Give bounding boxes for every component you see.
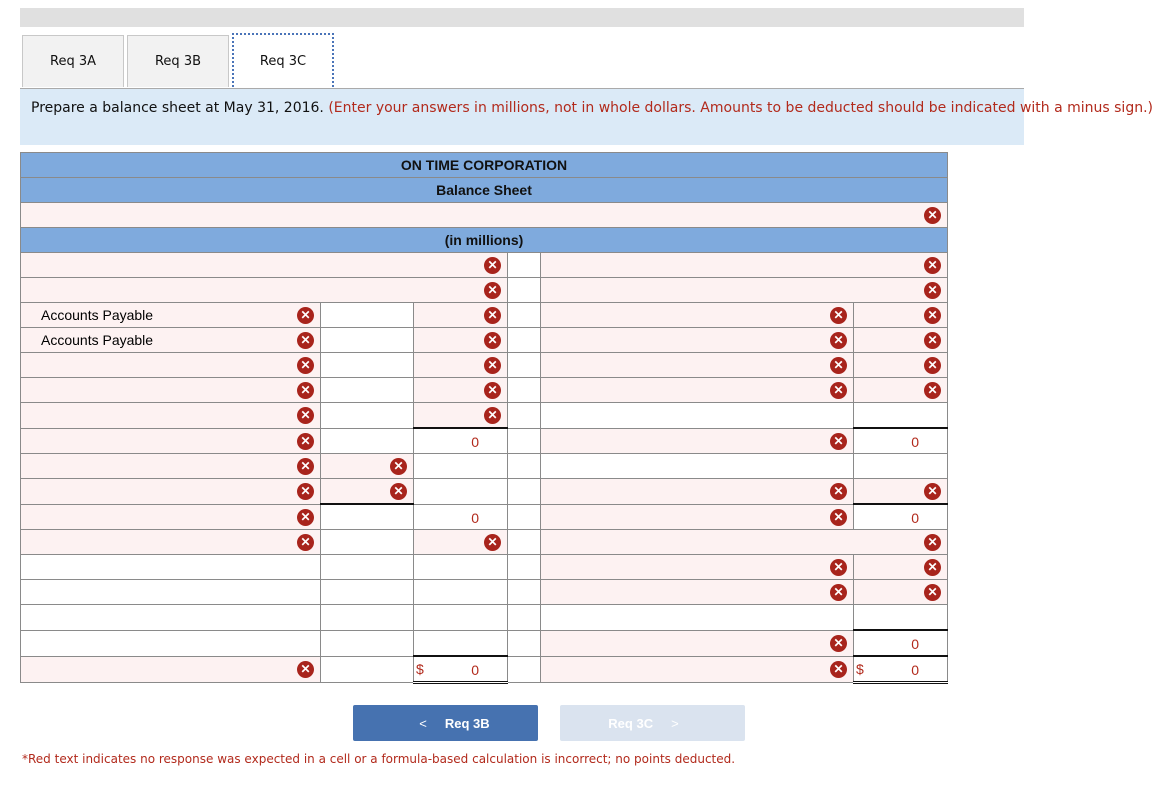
error-icon: ✕ bbox=[484, 357, 501, 374]
error-icon: ✕ bbox=[297, 382, 314, 399]
amount-cell[interactable] bbox=[321, 353, 414, 378]
account-cell[interactable] bbox=[21, 278, 508, 303]
amount-cell[interactable] bbox=[414, 630, 508, 656]
balance-sheet-table bbox=[20, 152, 948, 684]
table-row bbox=[21, 530, 948, 555]
amount-cell[interactable] bbox=[321, 378, 414, 403]
date-cell[interactable] bbox=[21, 203, 948, 228]
error-icon: ✕ bbox=[484, 257, 501, 274]
account-cell[interactable] bbox=[21, 253, 508, 278]
table-row bbox=[21, 580, 948, 605]
error-icon: ✕ bbox=[924, 307, 941, 324]
next-button bbox=[560, 705, 745, 741]
table-row bbox=[21, 656, 948, 683]
amount-cell[interactable] bbox=[414, 605, 508, 631]
table-row bbox=[21, 403, 948, 429]
table-row bbox=[21, 504, 948, 530]
amount-value: 0 bbox=[471, 662, 479, 678]
amount-cell[interactable] bbox=[321, 428, 414, 454]
account-cell[interactable] bbox=[21, 605, 321, 631]
spacer-cell bbox=[508, 378, 541, 403]
amount-cell[interactable] bbox=[414, 428, 508, 454]
error-icon: ✕ bbox=[924, 207, 941, 224]
amount-cell[interactable] bbox=[854, 454, 948, 479]
dollar-sign: $ bbox=[856, 661, 864, 677]
instructions bbox=[20, 88, 1153, 145]
statement-title: Balance Sheet bbox=[21, 178, 948, 203]
error-icon: ✕ bbox=[484, 407, 501, 424]
amount-cell[interactable] bbox=[854, 303, 948, 328]
table-row bbox=[21, 378, 948, 403]
table-row bbox=[21, 555, 948, 580]
account-cell[interactable] bbox=[21, 353, 321, 378]
amount-value: 0 bbox=[911, 510, 920, 526]
account-cell[interactable] bbox=[541, 555, 854, 580]
amount-cell[interactable] bbox=[414, 403, 508, 429]
amount-cell[interactable] bbox=[321, 454, 414, 479]
amount-cell[interactable] bbox=[854, 555, 948, 580]
table-row bbox=[21, 303, 948, 328]
dollar-sign: $ bbox=[416, 661, 424, 677]
error-icon: ✕ bbox=[484, 332, 501, 349]
error-icon: ✕ bbox=[484, 382, 501, 399]
amount-cell[interactable] bbox=[854, 479, 948, 505]
amount-cell[interactable] bbox=[414, 378, 508, 403]
table-row bbox=[21, 630, 948, 656]
error-icon: ✕ bbox=[924, 282, 941, 299]
error-icon: ✕ bbox=[830, 332, 847, 349]
account-cell[interactable] bbox=[21, 656, 321, 683]
amount-cell[interactable] bbox=[414, 530, 508, 555]
error-icon: ✕ bbox=[830, 382, 847, 399]
amount-cell[interactable] bbox=[414, 580, 508, 605]
error-icon: ✕ bbox=[924, 559, 941, 576]
amount-cell[interactable] bbox=[414, 656, 508, 683]
spacer-cell bbox=[508, 555, 541, 580]
account-label: Accounts Payable bbox=[41, 332, 154, 348]
amount-cell[interactable] bbox=[414, 504, 508, 530]
spacer-cell bbox=[508, 580, 541, 605]
account-cell[interactable] bbox=[541, 328, 854, 353]
error-icon: ✕ bbox=[924, 584, 941, 601]
table-row bbox=[21, 454, 948, 479]
error-icon: ✕ bbox=[390, 483, 407, 500]
account-cell[interactable] bbox=[541, 253, 948, 278]
amount-value: 0 bbox=[471, 434, 479, 450]
chevron-right-icon: > bbox=[671, 715, 679, 731]
account-cell[interactable] bbox=[541, 530, 948, 555]
amount-cell[interactable] bbox=[854, 605, 948, 631]
error-icon: ✕ bbox=[297, 407, 314, 424]
account-cell[interactable] bbox=[21, 479, 321, 505]
account-cell[interactable] bbox=[541, 403, 854, 429]
spacer-cell bbox=[508, 530, 541, 555]
amount-cell[interactable] bbox=[414, 303, 508, 328]
amount-cell[interactable] bbox=[414, 555, 508, 580]
amount-cell[interactable] bbox=[321, 656, 414, 683]
table-row bbox=[21, 253, 948, 278]
amount-value: 0 bbox=[911, 662, 920, 678]
account-cell[interactable] bbox=[541, 278, 948, 303]
amount-value: 0 bbox=[911, 636, 920, 652]
table-row bbox=[21, 278, 948, 303]
error-icon: ✕ bbox=[830, 559, 847, 576]
account-cell[interactable] bbox=[541, 479, 854, 505]
error-icon: ✕ bbox=[830, 433, 847, 450]
account-cell[interactable] bbox=[21, 580, 321, 605]
error-icon: ✕ bbox=[297, 483, 314, 500]
error-icon: ✕ bbox=[830, 483, 847, 500]
table-row bbox=[21, 328, 948, 353]
error-icon: ✕ bbox=[297, 534, 314, 551]
amount-cell[interactable] bbox=[321, 605, 414, 631]
amount-cell[interactable] bbox=[321, 504, 414, 530]
table-row bbox=[21, 479, 948, 505]
amount-cell[interactable] bbox=[414, 353, 508, 378]
error-icon: ✕ bbox=[924, 357, 941, 374]
error-icon: ✕ bbox=[830, 661, 847, 678]
chevron-left-icon: < bbox=[419, 715, 427, 731]
tab-req-3a[interactable]: Req 3A bbox=[22, 35, 124, 87]
account-cell[interactable] bbox=[21, 428, 321, 454]
spacer-cell bbox=[508, 479, 541, 505]
error-icon: ✕ bbox=[297, 357, 314, 374]
account-cell[interactable] bbox=[541, 454, 854, 479]
spacer-cell bbox=[508, 403, 541, 429]
account-cell[interactable] bbox=[541, 605, 854, 631]
amount-cell[interactable] bbox=[854, 353, 948, 378]
account-cell[interactable] bbox=[21, 303, 321, 328]
error-icon: ✕ bbox=[297, 509, 314, 526]
error-icon: ✕ bbox=[924, 382, 941, 399]
account-cell[interactable] bbox=[541, 428, 854, 454]
account-cell[interactable] bbox=[541, 378, 854, 403]
account-cell[interactable] bbox=[541, 630, 854, 656]
error-icon: ✕ bbox=[297, 307, 314, 324]
tab-req-3c[interactable]: Req 3C bbox=[232, 33, 334, 87]
amount-cell[interactable] bbox=[854, 580, 948, 605]
account-cell[interactable] bbox=[21, 555, 321, 580]
amount-cell[interactable] bbox=[854, 428, 948, 454]
error-icon: ✕ bbox=[830, 307, 847, 324]
table-row bbox=[21, 605, 948, 631]
account-cell[interactable] bbox=[21, 630, 321, 656]
prev-label: Req 3B bbox=[444, 715, 490, 731]
amount-cell[interactable] bbox=[414, 454, 508, 479]
error-icon: ✕ bbox=[830, 635, 847, 652]
account-cell[interactable] bbox=[541, 353, 854, 378]
error-icon: ✕ bbox=[830, 509, 847, 526]
error-icon: ✕ bbox=[924, 332, 941, 349]
amount-cell[interactable] bbox=[321, 555, 414, 580]
amount-cell[interactable] bbox=[854, 378, 948, 403]
amount-cell[interactable] bbox=[321, 403, 414, 429]
error-icon: ✕ bbox=[484, 282, 501, 299]
amount-cell[interactable] bbox=[414, 328, 508, 353]
amount-cell[interactable] bbox=[321, 630, 414, 656]
tab-bar bbox=[22, 35, 337, 87]
amount-value: 0 bbox=[471, 509, 479, 526]
amount-cell[interactable] bbox=[854, 504, 948, 530]
footnote: *Red text indicates no response was expected in a cell or a formula-based calculation is incorrect; no points deducted. bbox=[22, 752, 736, 766]
account-cell[interactable] bbox=[541, 580, 854, 605]
error-icon: ✕ bbox=[297, 458, 314, 475]
account-cell[interactable] bbox=[21, 530, 321, 555]
error-icon: ✕ bbox=[297, 332, 314, 349]
spacer-cell bbox=[508, 605, 541, 631]
top-bar bbox=[20, 8, 1024, 27]
account-cell[interactable] bbox=[541, 656, 854, 683]
error-icon: ✕ bbox=[297, 433, 314, 450]
error-icon: ✕ bbox=[484, 534, 501, 551]
spacer-cell bbox=[508, 630, 541, 656]
error-icon: ✕ bbox=[390, 458, 407, 475]
spacer-cell bbox=[508, 428, 541, 454]
spacer-cell bbox=[508, 504, 541, 530]
error-icon: ✕ bbox=[924, 483, 941, 500]
account-label: Accounts Payable bbox=[41, 307, 154, 323]
error-icon: ✕ bbox=[484, 307, 501, 324]
account-cell[interactable] bbox=[21, 504, 321, 530]
spacer-cell bbox=[508, 303, 541, 328]
account-cell[interactable] bbox=[21, 454, 321, 479]
spacer-cell bbox=[508, 278, 541, 303]
spacer-cell bbox=[508, 353, 541, 378]
account-cell[interactable] bbox=[21, 378, 321, 403]
amount-cell[interactable] bbox=[854, 630, 948, 656]
amount-value: 0 bbox=[911, 434, 920, 450]
error-icon: ✕ bbox=[830, 357, 847, 374]
account-cell[interactable] bbox=[21, 403, 321, 429]
table-row bbox=[21, 428, 948, 454]
company-name: ON TIME CORPORATION bbox=[21, 153, 948, 178]
spacer-cell bbox=[508, 328, 541, 353]
account-cell[interactable] bbox=[541, 504, 854, 530]
amount-cell[interactable] bbox=[414, 479, 508, 505]
prev-button[interactable] bbox=[353, 705, 538, 741]
account-cell[interactable] bbox=[541, 303, 854, 328]
error-icon: ✕ bbox=[924, 534, 941, 551]
amount-cell[interactable] bbox=[321, 530, 414, 555]
spacer-cell bbox=[508, 656, 541, 683]
amount-cell[interactable] bbox=[321, 328, 414, 353]
amount-cell[interactable] bbox=[854, 328, 948, 353]
units-header: (in millions) bbox=[21, 228, 948, 253]
amount-cell[interactable] bbox=[854, 656, 948, 683]
amount-cell[interactable] bbox=[321, 479, 414, 505]
amount-cell[interactable] bbox=[321, 303, 414, 328]
error-icon: ✕ bbox=[297, 661, 314, 678]
error-icon: ✕ bbox=[924, 257, 941, 274]
instructions-note: (Enter your answers in millions, not in whole dollars. Amounts to be deducted should be indicated with a minus sign.) bbox=[328, 100, 1153, 116]
instructions-main: Prepare a balance sheet at May 31, 2016. bbox=[31, 100, 324, 116]
spacer-cell bbox=[508, 253, 541, 278]
account-cell[interactable] bbox=[21, 328, 321, 353]
amount-cell[interactable] bbox=[854, 403, 948, 429]
amount-cell[interactable] bbox=[321, 580, 414, 605]
error-icon: ✕ bbox=[830, 584, 847, 601]
spacer-cell bbox=[508, 454, 541, 479]
table-row bbox=[21, 353, 948, 378]
tab-req-3b[interactable]: Req 3B bbox=[127, 35, 229, 87]
next-label: Req 3C bbox=[608, 715, 654, 731]
